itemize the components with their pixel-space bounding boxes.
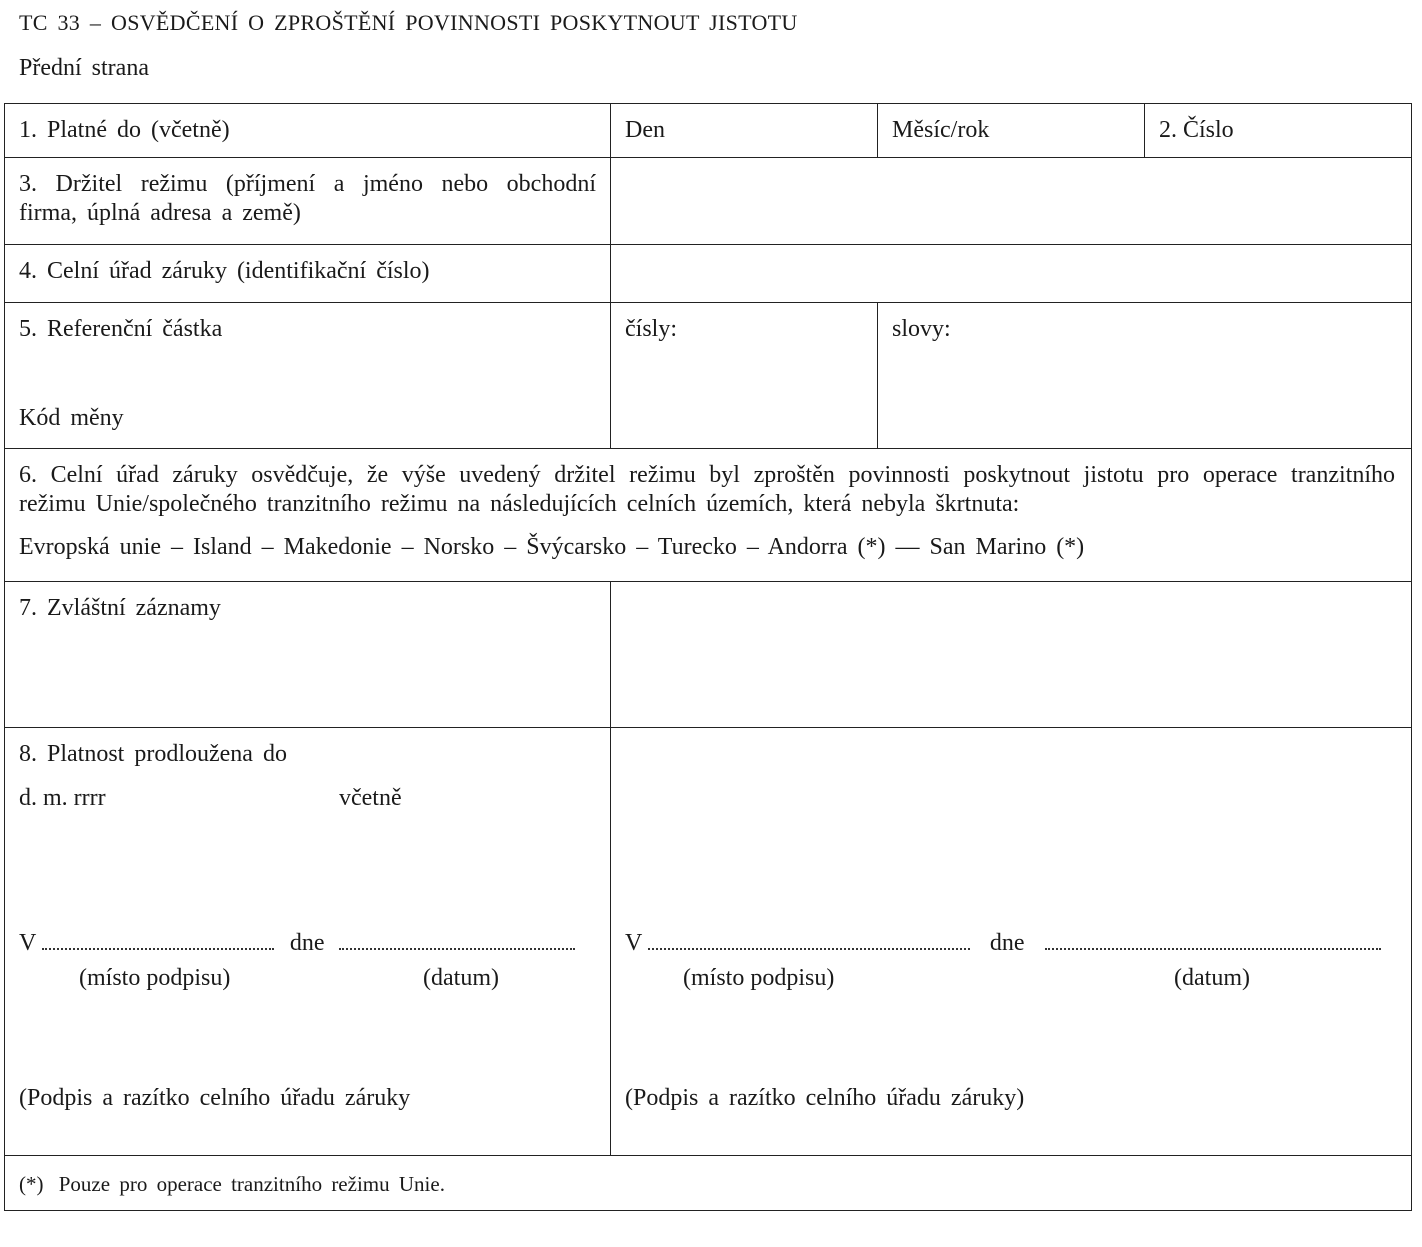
document-subtitle: Přední strana [19,55,149,81]
amount-words-field[interactable] [878,303,1412,449]
signature-label-right: (Podpis a razítko celního úřadu záruky) [625,1085,1025,1111]
signature-label-left: (Podpis a razítko celního úřadu záruky [19,1085,411,1111]
number-label: 2. Číslo [1159,117,1234,143]
place-caption-left: (místo podpisu) [79,965,231,991]
currency-label: Kód měny [19,405,124,431]
number-field[interactable] [1145,104,1412,158]
date-format-label: d. m. rrrr [19,785,106,811]
certification-text: 6. Celní úřad záruky osvědčuje, že výše uvedený držitel režimu byl zproštěn povinnosti poskytnout jistotu pro operace tranzitního režimu Unie/společného tranzitního režimu na následujících celních územích, která nebyla škrtnuta: [19,462,1395,517]
remarks-label: 7. Zvláštní záznamy [19,595,221,621]
date-prefix-left: dne [289,930,325,956]
amount-figures-field[interactable] [611,303,878,449]
valid-until-label-cell [5,104,611,158]
certificate-form [4,103,1412,1211]
office-label-cell [5,245,611,303]
day-field[interactable] [611,104,878,158]
date-dotted-line-right[interactable] [1045,930,1381,950]
remarks-field[interactable] [611,582,1412,728]
amount-figures-label: čísly: [625,316,677,342]
place-date-line-right [625,929,1405,958]
territories-list: Evropská unie – Island – Makedonie – Norsko – Švýcarsko – Turecko – Andorra (*) — San Marino (*) [19,534,1085,560]
footnote-text: Pouze pro operace tranzitního režimu Unie. [58,1172,445,1196]
holder-field[interactable] [611,158,1412,245]
holder-label: 3. Držitel režimu (příjmení a jméno nebo obchodní firma, úplná adresa a země) [19,171,596,226]
date-dotted-line-left[interactable] [339,930,575,950]
footnote-marker: (*) [19,1172,44,1196]
day-label: Den [625,117,665,143]
holder-label-cell [5,158,611,245]
certification-cell [5,449,1412,582]
amount-words-label: slovy: [892,316,951,342]
place-dotted-line-left[interactable] [42,930,274,950]
place-caption-right: (místo podpisu) [683,965,835,991]
extension-left-cell[interactable] [5,728,611,1156]
footnote-cell [5,1156,1412,1211]
remarks-label-cell [5,582,611,728]
month-year-field[interactable] [878,104,1145,158]
extension-right-cell[interactable] [611,728,1412,1156]
date-caption-right: (datum) [1174,965,1250,991]
place-dotted-line-right[interactable] [648,930,970,950]
place-prefix-right: V [625,930,642,956]
place-date-line-left [19,929,595,958]
amount-label: 5. Referenční částka [19,316,223,342]
footnote [5,1156,1411,1199]
inclusive-label: včetně [339,785,402,811]
place-prefix-left: V [19,930,36,956]
date-prefix-right: dne [989,930,1025,956]
amount-label-cell [5,303,611,449]
date-caption-left: (datum) [423,965,499,991]
month-year-label: Měsíc/rok [892,117,990,143]
valid-until-label: 1. Platné do (včetně) [19,117,230,143]
office-label: 4. Celní úřad záruky (identifikační číslo) [19,258,430,284]
extension-label: 8. Platnost prodloužena do [19,741,287,767]
document-title: TC 33 – OSVĚDČENÍ O ZPROŠTĚNÍ POVINNOSTI POSKYTNOUT JISTOTU [19,10,798,35]
office-field[interactable] [611,245,1412,303]
